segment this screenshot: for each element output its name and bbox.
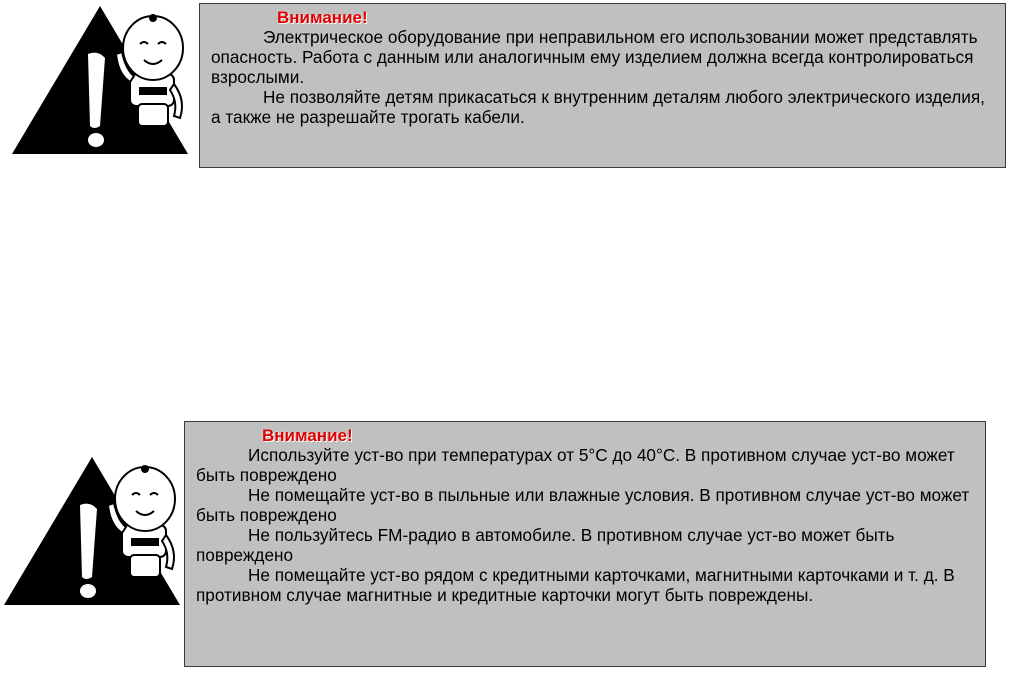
warning-paragraph: Используйте уст-во при температурах от 5°C до 40°C. В противном случае уст-во может быть повреждено [196, 445, 955, 485]
warning-paragraph: Не помещайте уст-во рядом с кредитными карточками, магнитными карточками и т. д. В противном случае магнитные и кредитные карточки могут быть повреждены. [196, 565, 955, 605]
warning-paragraph: Электрическое оборудование при неправильном его использовании может представлять опасность. Работа с данным или аналогичным ему изделием должна всегда контролироваться взрослыми. [211, 27, 978, 87]
warning-triangle-robot-icon [2, 455, 182, 607]
warning-title: Внимание! [262, 426, 353, 445]
warning-paragraph: Не помещайте уст-во в пыльные или влажные условия. В противном случае уст-во может быть повреждено [196, 485, 970, 525]
warning-paragraph: Не позволяйте детям прикасаться к внутренним деталям любого электрического изделия, а также не разрешайте трогать кабели. [211, 87, 985, 127]
warning-title: Внимание! [277, 8, 368, 27]
warning-paragraph: Не пользуйтесь FM-радио в автомобиле. В противном случае уст-во может быть повреждено [196, 525, 895, 565]
warning-box-usage [184, 421, 986, 667]
warning-triangle-robot-icon [10, 4, 190, 156]
warning-box-electrical [199, 3, 1006, 168]
